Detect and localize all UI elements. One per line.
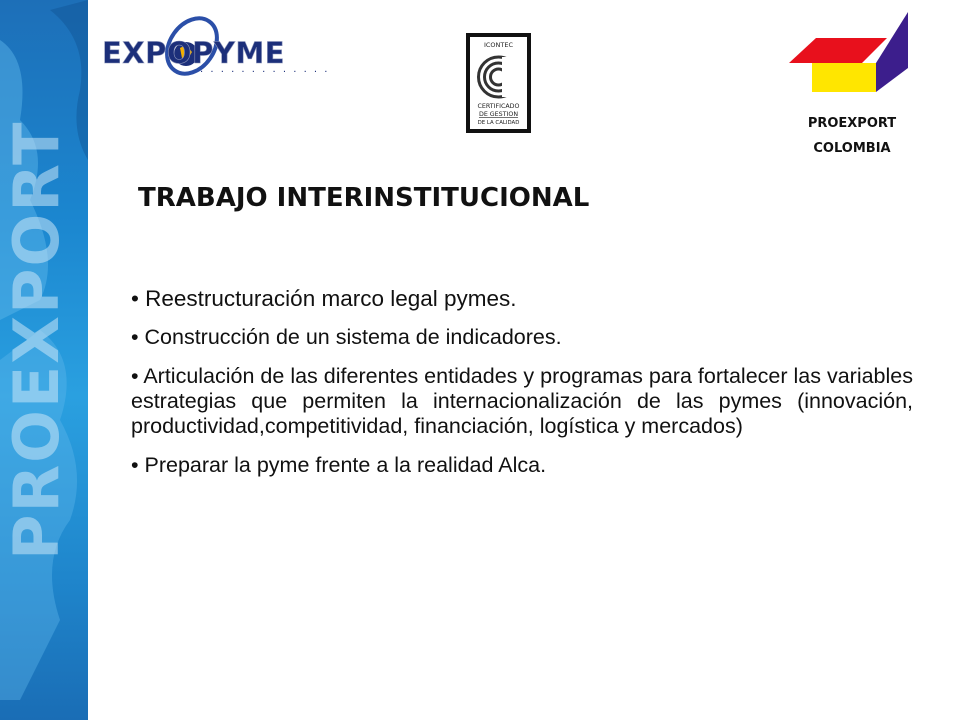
expopyme-logo — [96, 8, 330, 83]
svg-text:· · · · · · · · · · · · ·: · · · · · · · · · · · · · — [200, 67, 330, 78]
proexport-cube-logo — [784, 8, 910, 93]
icontec-badge-line3: DE LA CALIDAD — [477, 120, 520, 126]
icontec-badge-line1: CERTIFICADO — [477, 103, 520, 110]
proexport-name-line2: COLOMBIA — [813, 141, 891, 156]
sidebar-watermark-panel — [0, 0, 88, 720]
slide-title: TRABAJO INTERINSTITUCIONAL — [138, 183, 590, 213]
bullet-item: • Construcción de un sistema de indicadores. — [131, 325, 562, 349]
bullet-item: • Preparar la pyme frente a la realidad Alca. — [131, 453, 547, 477]
proexport-name — [790, 111, 914, 161]
icontec-badge-top: ICONTEC — [483, 41, 514, 49]
bullet-item: • Articulación de las diferentes entidades y programas para fortalecer las variables estrategias que permiten la internacionalización de las pymes (innovación, productividad,competitividad, financiación, logística y mercados) — [131, 364, 913, 438]
icontec-certification-badge — [466, 33, 531, 133]
bullet-list — [131, 286, 913, 492]
expopyme-logo-text: EXPOPYME — [102, 36, 285, 70]
icontec-badge-line2: DE GESTION — [478, 111, 519, 118]
world-map-pattern — [0, 0, 88, 720]
proexport-name-line1: PROEXPORT — [807, 116, 897, 131]
bullet-item: • Reestructuración marco legal pymes. — [131, 286, 517, 311]
sidebar-watermark-text: PROEXPORT — [0, 120, 73, 560]
